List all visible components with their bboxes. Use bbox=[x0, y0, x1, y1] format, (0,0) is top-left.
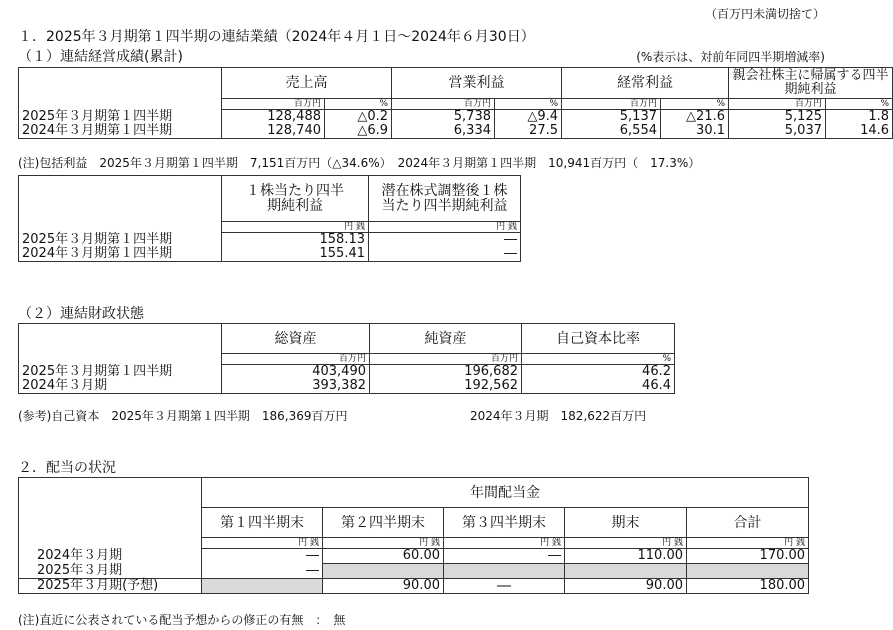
cell-value: 393,382 bbox=[222, 379, 370, 394]
row-label: 2025年３月期第１四半期 bbox=[19, 365, 222, 380]
dividend-table bbox=[18, 477, 809, 594]
table-row bbox=[19, 549, 809, 564]
row-label: 2025年３月期(予想) bbox=[19, 579, 202, 594]
section2-title: ２．配当の状況 bbox=[18, 460, 116, 476]
unit: 円 銭 bbox=[687, 538, 809, 549]
header-equity-ratio: 自己資本比率 bbox=[522, 324, 675, 354]
cell-value: 60.00 bbox=[323, 549, 444, 564]
header-net-assets: 純資産 bbox=[370, 324, 522, 354]
cell-value: 5,738 bbox=[392, 110, 495, 125]
cell-value: ― bbox=[369, 233, 521, 248]
cell-value: 170.00 bbox=[687, 549, 809, 564]
cell-value: 1.8 bbox=[826, 110, 893, 125]
unit-eps: 円 銭 bbox=[222, 222, 369, 233]
unit: 円 銭 bbox=[565, 538, 687, 549]
header-eps: １株当たり四半期純利益 bbox=[222, 176, 369, 222]
cell-value: 180.00 bbox=[687, 579, 809, 594]
rounding-note: （百万円未満切捨て） bbox=[704, 7, 825, 21]
unit: 円 銭 bbox=[323, 538, 444, 549]
cell-value: 5,137 bbox=[562, 110, 661, 125]
cell-value: 14.6 bbox=[826, 124, 893, 139]
cell-value: 128,488 bbox=[222, 110, 325, 125]
header-q3: 第３四半期末 bbox=[444, 508, 565, 538]
unit-sales: 百万円 bbox=[222, 99, 325, 110]
unit-sales-pct: % bbox=[325, 99, 392, 110]
cell-value bbox=[202, 579, 323, 594]
financial-table bbox=[18, 323, 675, 394]
cell-value: 5,125 bbox=[729, 110, 826, 125]
cell-value: 110.00 bbox=[565, 549, 687, 564]
cell-value: ― bbox=[369, 247, 521, 262]
header-annual-dividend: 年間配当金 bbox=[202, 478, 809, 508]
header-q1: 第１四半期末 bbox=[202, 508, 323, 538]
cell-value: △0.2 bbox=[325, 110, 392, 125]
cell-value: 46.4 bbox=[522, 379, 675, 394]
table-row bbox=[19, 365, 675, 380]
row-label: 2024年３月期 bbox=[19, 379, 222, 394]
header-total: 合計 bbox=[687, 508, 809, 538]
table-row bbox=[19, 110, 893, 125]
unit: 円 銭 bbox=[444, 538, 565, 549]
section1-title: １．2025年３月期第１四半期の連結業績（2024年４月１日～2024年６月30日） bbox=[18, 29, 535, 45]
cell-value bbox=[565, 564, 687, 579]
header-diluted-eps: 潜在株式調整後１株当たり四半期純利益 bbox=[369, 176, 521, 222]
cell-value: 403,490 bbox=[222, 365, 370, 380]
unit-ord-pct: % bbox=[661, 99, 729, 110]
cell-value: 6,334 bbox=[392, 124, 495, 139]
cell-value bbox=[687, 564, 809, 579]
cell-value: △6.9 bbox=[325, 124, 392, 139]
subsection2-title: （２）連結財政状態 bbox=[18, 306, 144, 322]
cell-value: 158.13 bbox=[222, 233, 369, 248]
row-label: 2024年３月期 bbox=[19, 549, 202, 564]
cell-value: 90.00 bbox=[323, 579, 444, 594]
cell-value: 90.00 bbox=[565, 579, 687, 594]
cell-value: ― bbox=[444, 549, 565, 564]
unit-ord: 百万円 bbox=[562, 99, 661, 110]
equity-note-a: (参考)自己資本 2025年３月期第１四半期 186,369百万円 bbox=[18, 409, 348, 423]
header-total-assets: 総資産 bbox=[222, 324, 370, 354]
table-row bbox=[19, 379, 675, 394]
comprehensive-income-note: (注)包括利益 2025年３月期第１四半期 7,151百万円（△34.6%） 2024年３月期第１四半期 10,941百万円（ 17.3%） bbox=[18, 156, 701, 170]
unit-net-pct: % bbox=[826, 99, 893, 110]
table-row bbox=[19, 233, 521, 248]
header-operating-income: 営業利益 bbox=[392, 68, 562, 99]
row-label: 2025年３月期第１四半期 bbox=[19, 233, 222, 248]
header-q2: 第２四半期末 bbox=[323, 508, 444, 538]
cell-value: 5,037 bbox=[729, 124, 826, 139]
results-table bbox=[18, 67, 893, 139]
subsection1-title: （１）連結経営成績(累計) bbox=[18, 49, 183, 65]
header-ordinary-income: 経常利益 bbox=[562, 68, 729, 99]
header-net-income: 親会社株主に帰属する四半期純利益 bbox=[729, 68, 893, 99]
cell-value: 192,562 bbox=[370, 379, 522, 394]
cell-value: 196,682 bbox=[370, 365, 522, 380]
cell-value: △9.4 bbox=[495, 110, 562, 125]
cell-value bbox=[444, 564, 565, 579]
unit-net-assets: 百万円 bbox=[370, 354, 522, 365]
row-label: 2025年３月期 bbox=[19, 564, 202, 579]
unit-total-assets: 百万円 bbox=[222, 354, 370, 365]
header-sales: 売上高 bbox=[222, 68, 392, 99]
unit-net: 百万円 bbox=[729, 99, 826, 110]
unit-op-pct: % bbox=[495, 99, 562, 110]
row-label: 2025年３月期第１四半期 bbox=[19, 110, 222, 125]
unit-op: 百万円 bbox=[392, 99, 495, 110]
cell-value: 6,554 bbox=[562, 124, 661, 139]
row-label: 2024年３月期第１四半期 bbox=[19, 124, 222, 139]
unit-diluted-eps: 円 銭 bbox=[369, 222, 521, 233]
results-header-blank bbox=[19, 68, 222, 99]
table-row bbox=[19, 579, 809, 594]
cell-value bbox=[323, 564, 444, 579]
cell-value: △21.6 bbox=[661, 110, 729, 125]
cell-value: ― bbox=[444, 579, 565, 594]
cell-value: 46.2 bbox=[522, 365, 675, 380]
table-row bbox=[19, 124, 893, 139]
cell-value: 30.1 bbox=[661, 124, 729, 139]
table-row bbox=[19, 564, 809, 579]
unit: 円 銭 bbox=[202, 538, 323, 549]
cell-value: ― bbox=[202, 549, 323, 564]
table-row bbox=[19, 247, 521, 262]
eps-table bbox=[18, 175, 521, 262]
equity-note-b: 2024年３月期 182,622百万円 bbox=[470, 409, 647, 423]
cell-value: 155.41 bbox=[222, 247, 369, 262]
unit-equity-ratio: % bbox=[522, 354, 675, 365]
cell-value: ― bbox=[202, 564, 323, 579]
row-label: 2024年３月期第１四半期 bbox=[19, 247, 222, 262]
dividend-revision-note: (注)直近に公表されている配当予想からの修正の有無 ： 無 bbox=[18, 613, 346, 627]
pct-note: (%表示は、対前年同四半期増減率) bbox=[636, 50, 825, 64]
header-year-end: 期末 bbox=[565, 508, 687, 538]
cell-value: 128,740 bbox=[222, 124, 325, 139]
cell-value: 27.5 bbox=[495, 124, 562, 139]
